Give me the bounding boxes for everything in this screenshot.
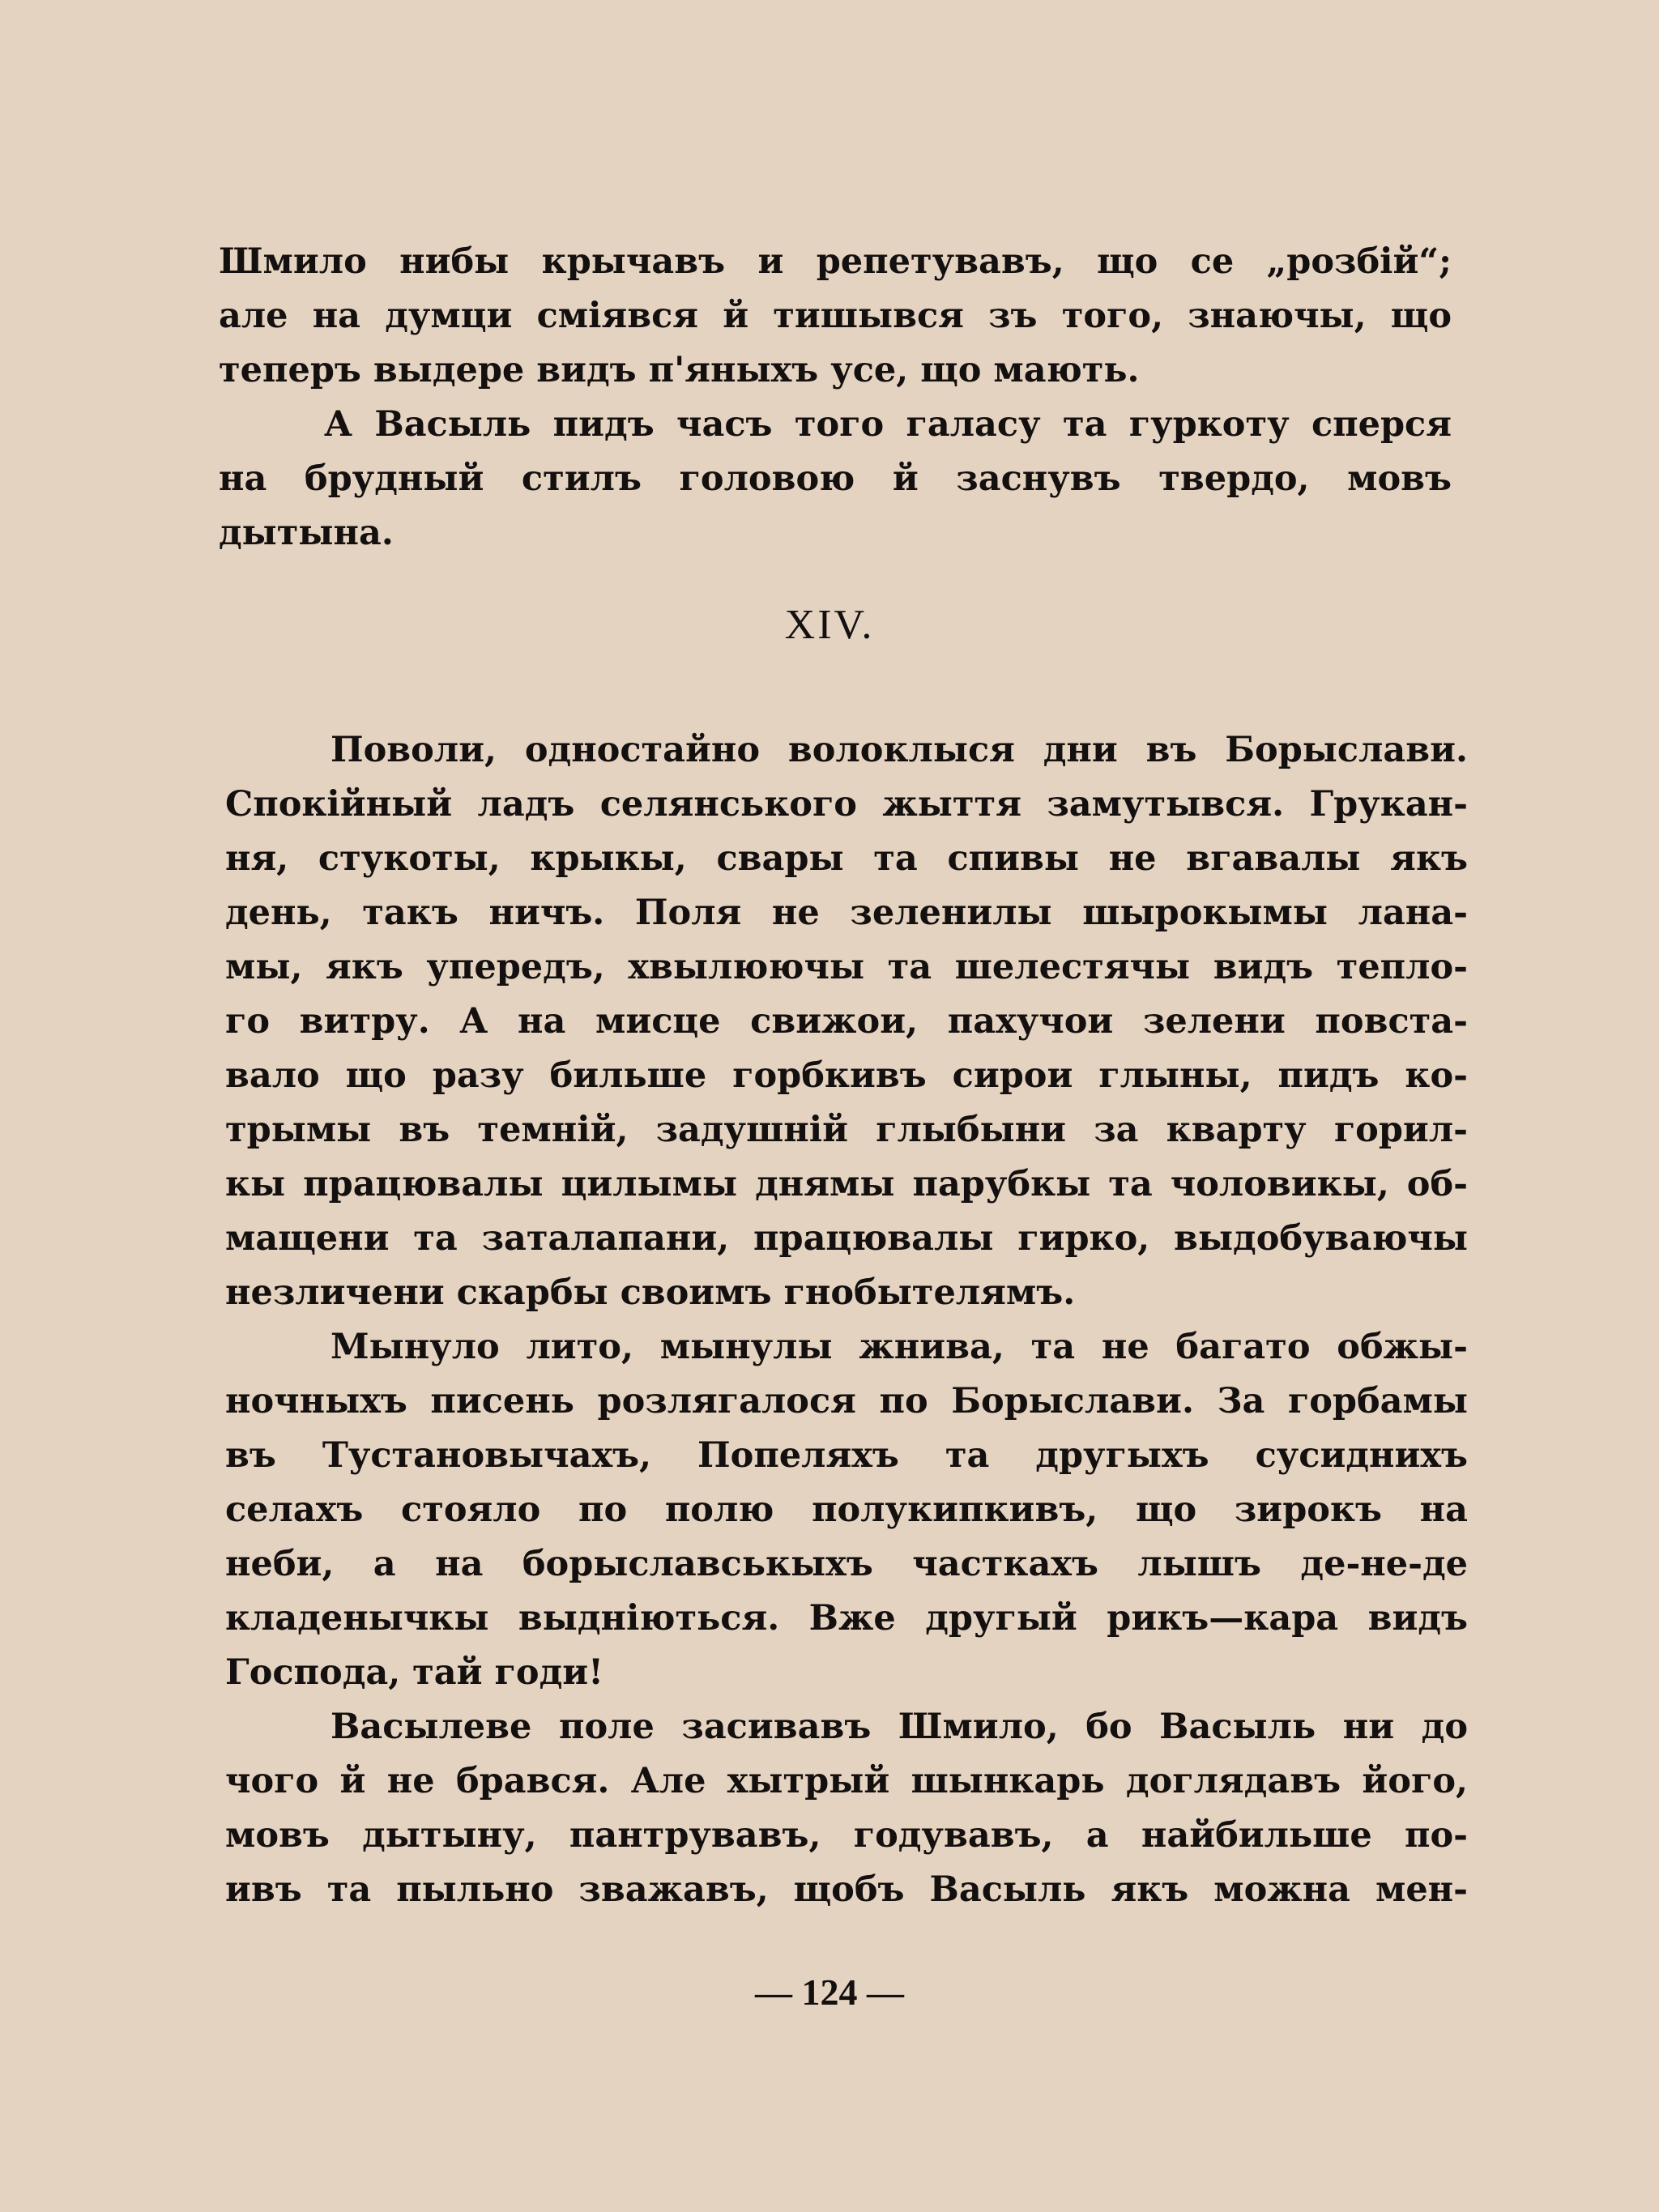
text-line: мовъ дытыну, пантрувавъ, годувавъ, а найбильше по- <box>225 1815 1468 1856</box>
chapter-heading: XIV. <box>784 602 875 648</box>
chapter-text-block <box>225 723 1468 1917</box>
text-line: неби, а на борыславськыхъ часткахъ лышъ де-не-де <box>225 1544 1468 1584</box>
text-line: незличени скарбы своимъ гнобытелямъ. <box>225 1272 1076 1313</box>
text-line: теперъ выдере видъ п'яныхъ усе, що мають. <box>219 350 1140 390</box>
text-line: дытына. <box>219 513 394 553</box>
text-line: вало що разу бильше горбкивъ сирои глыны, пидъ ко- <box>225 1055 1468 1096</box>
text-line: Шмило нибы крычавъ и репетувавъ, що се „розбій“; <box>219 241 1452 282</box>
text-line: кладенычкы выдніються. Вже другый рикъ—кара видъ <box>225 1598 1468 1639</box>
text-line: ночныхъ писень розлягалося по Борыслави. За горбамы <box>225 1381 1468 1421</box>
text-line: въ Тустановычахъ, Попеляхъ та другыхъ сусиднихъ <box>225 1435 1468 1476</box>
text-line: трымы въ темній, задушній глыбыни за кварту горил- <box>225 1110 1468 1150</box>
text-line: Спокійный ладъ селянського жыття замутывся. Грукан- <box>225 784 1468 825</box>
text-line: Поволи, одностайно волоклыся дни въ Борыслави. <box>331 730 1468 770</box>
text-line: день, такъ ничъ. Поля не зеленилы шырокымы лана- <box>225 893 1468 933</box>
page-number: — 124 — <box>755 1971 904 2013</box>
continued-text-block <box>219 235 1452 560</box>
text-line: селахъ стояло по полю полукипкивъ, що зирокъ на <box>225 1490 1468 1530</box>
text-line: кы працювалы цилымы днямы парубкы та чоловикы, об- <box>225 1164 1468 1204</box>
text-line: але на думци сміявся й тишывся зъ того, знаючы, що <box>219 296 1452 336</box>
text-line: мащени та заталапани, працювалы гирко, выдобуваючы <box>225 1218 1468 1259</box>
text-line: Васылеве поле засивавъ Шмило, бо Васыль ни до <box>331 1707 1468 1747</box>
text-line: чого й не брався. Але хытрый шынкарь доглядавъ його, <box>225 1761 1468 1801</box>
text-line: ня, стукоты, крыкы, свары та спивы не вгавалы якъ <box>225 838 1468 879</box>
text-line: А Васыль пидъ часъ того галасу та гуркоту сперся <box>324 404 1452 445</box>
text-line: Мынуло лито, мынулы жнива, та не багато обжы- <box>331 1327 1468 1367</box>
text-line: го витру. А на мисце свижои, пахучои зелени повста- <box>225 1001 1468 1042</box>
text-line: мы, якъ упередъ, хвылюючы та шелестячы видъ тепло- <box>225 947 1468 987</box>
text-line: ивъ та пыльно зважавъ, щобъ Васыль якъ можна мен- <box>225 1869 1468 1910</box>
text-line: Господа, тай годи! <box>225 1652 603 1693</box>
text-line: на брудный стилъ головою й заснувъ твердо, мовъ <box>219 458 1452 499</box>
